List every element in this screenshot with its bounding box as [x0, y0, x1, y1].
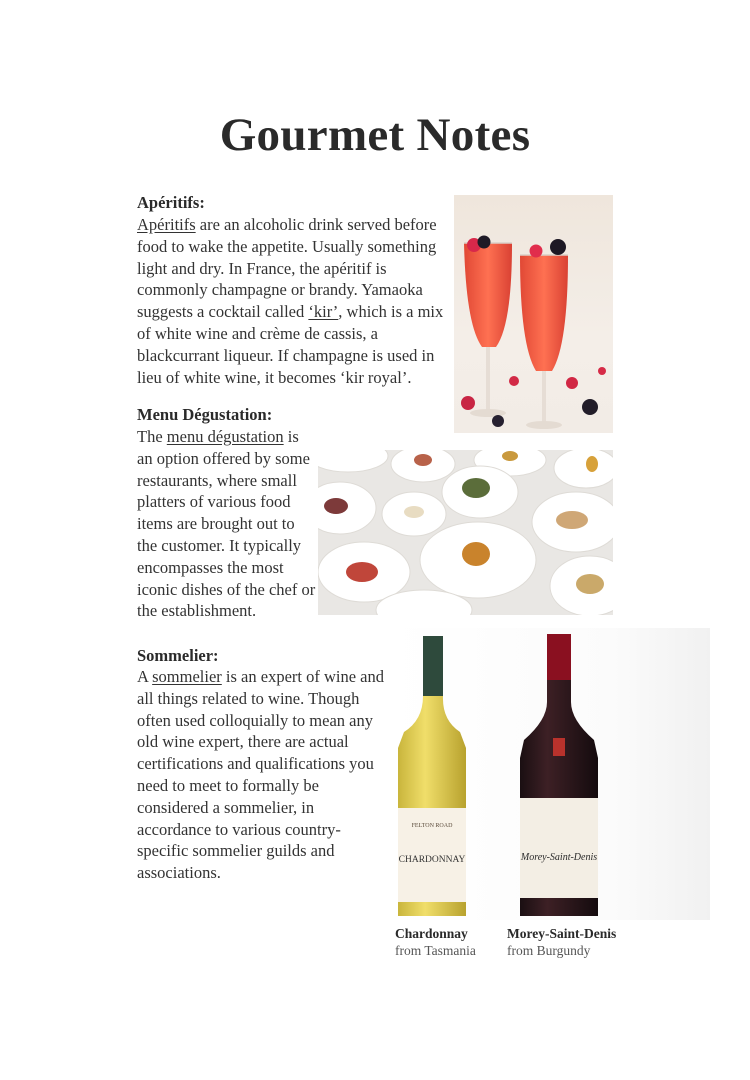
- sommelier-text-2: is an expert of wine and all things related to wine. Though often used colloquially to mean any old wine expert, there are actual certifications and qualifications you need to meet to formally be considered a sommelier, in accordance to various country-specific sommelier guilds and associations.: [137, 667, 384, 883]
- menu-degustation-link[interactable]: menu dégustation: [166, 427, 284, 446]
- sommelier-heading: Sommelier:: [137, 646, 219, 665]
- aperitifs-heading: Apéritifs:: [137, 193, 205, 212]
- caption-morey-origin: from Burgundy: [507, 943, 591, 958]
- caption-chardonnay-name: Chardonnay: [395, 926, 468, 941]
- caption-morey-name: Morey-Saint-Denis: [507, 926, 617, 941]
- menu-paragraph: [137, 426, 317, 622]
- aperitifs-text-1: are an alcoholic drink served before food to wake the appetite. Usually something light and dry. In France, the apéritif is commonly champagne or brandy. Yamaoka suggests a cocktail called: [137, 215, 437, 322]
- page-title: Gourmet Notes: [219, 109, 531, 161]
- bottle-label-morey: Morey-Saint-Denis: [520, 852, 598, 863]
- menu-text-1: The: [137, 427, 167, 446]
- wine-bottles-photo: [390, 628, 710, 920]
- caption-chardonnay: [395, 925, 476, 959]
- aperitifs-text-2: , which is a mix of white wine and crème de cassis, a blackcurrant liqueur. If champagne is used in lieu of white wine, it becomes ‘kir royal’.: [137, 302, 444, 387]
- caption-morey: [507, 925, 616, 959]
- kir-link[interactable]: ‘kir’: [308, 302, 339, 322]
- sommelier-link[interactable]: sommelier: [152, 667, 222, 686]
- sommelier-paragraph: [137, 666, 392, 884]
- kir-royal-photo: [454, 195, 613, 433]
- menu-heading: Menu Dégustation:: [137, 405, 273, 424]
- aperitifs-link[interactable]: Apéritifs: [137, 215, 196, 234]
- bottle-label-brand: FELTON ROAD: [411, 823, 453, 829]
- tasting-menu-photo: [318, 450, 613, 615]
- menu-text-2: is an option offered by some restaurants, where small platters of various food items are brought out to the customer. It typically encompasses the most iconic dishes of the chef or the establishment.: [137, 427, 316, 621]
- aperitifs-paragraph: [137, 214, 452, 388]
- sommelier-text-1: A: [137, 667, 153, 686]
- bottle-label-chardonnay: CHARDONNAY: [398, 855, 466, 865]
- caption-chardonnay-origin: from Tasmania: [395, 943, 476, 958]
